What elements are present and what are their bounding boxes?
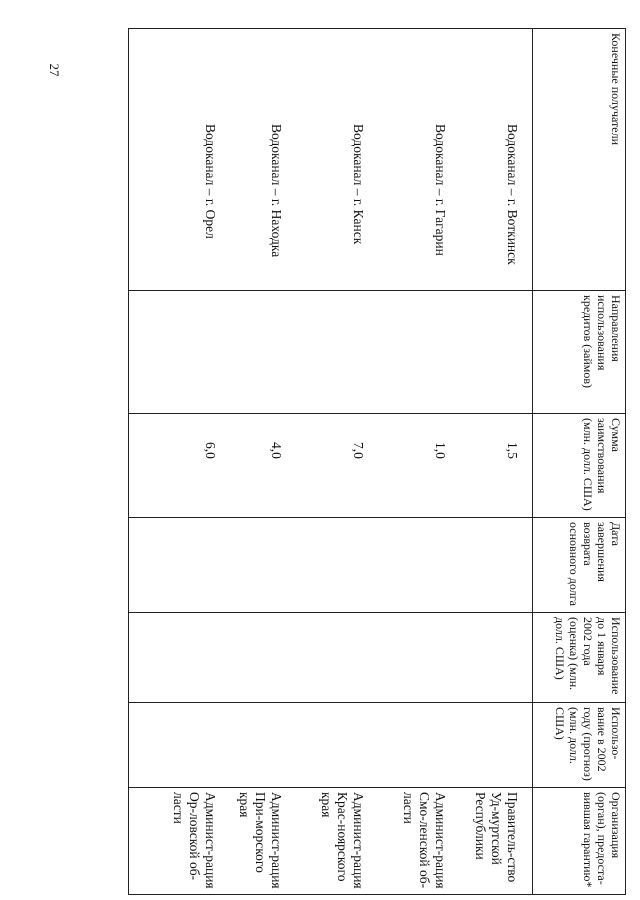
header-repayment-date: Дата завершения возврата основного долга — [533, 518, 626, 613]
date-cell — [221, 518, 287, 613]
amount-cell: 4,0 — [221, 414, 287, 518]
page-number: 27 — [47, 63, 62, 77]
recipient-cell: Водоканал – г. Канск — [287, 29, 369, 291]
direction-cell — [451, 291, 533, 414]
date-cell — [451, 518, 533, 613]
direction-cell — [221, 291, 287, 414]
loans-table — [128, 28, 626, 895]
use-before-cell — [221, 613, 287, 703]
table-row — [129, 29, 221, 895]
header-amount: Сумма заимствования (млн. долл. США) — [533, 414, 626, 518]
recipient-cell: Водоканал – г. Находка — [221, 29, 287, 291]
recipient-cell: Водоканал – г. Гагарин — [369, 29, 451, 291]
header-recipients: Конечные получатели — [533, 29, 626, 291]
header-guarantor: Организация (орган), предоста-вившая гарантию* — [533, 788, 626, 895]
header-directions: Направления использования кредитов (займов) — [533, 291, 626, 414]
date-cell — [129, 518, 221, 613]
header-use-2002: Использо-вание в 2002 году (прогноз) (млн. долл. США) — [533, 703, 626, 788]
amount-cell: 1,0 — [369, 414, 451, 518]
table-row — [221, 29, 287, 895]
use-2002-cell — [369, 703, 451, 788]
direction-cell — [369, 291, 451, 414]
amount-cell: 7,0 — [287, 414, 369, 518]
use-2002-cell — [221, 703, 287, 788]
direction-cell — [287, 291, 369, 414]
guarantor-cell: Правитель-ство Уд-муртской Республики — [451, 788, 533, 895]
amount-cell: 6,0 — [129, 414, 221, 518]
use-2002-cell — [451, 703, 533, 788]
table-row — [369, 29, 451, 895]
guarantor-cell: Админист-рация Крас-ноярского края — [287, 788, 369, 895]
amount-cell: 1,5 — [451, 414, 533, 518]
recipient-cell: Водоканал – г. Орел — [129, 29, 221, 291]
guarantor-cell: Админист-рация Ор-ловской об-ласти — [129, 788, 221, 895]
table-row — [451, 29, 533, 895]
use-before-cell — [129, 613, 221, 703]
header-use-before-2002: Использование до 1 января 2002 года (оценка) (млн. долл. США) — [533, 613, 626, 703]
use-before-cell — [451, 613, 533, 703]
guarantor-cell: Админист-рация При-морского края — [221, 788, 287, 895]
date-cell — [369, 518, 451, 613]
table-header-row — [533, 29, 626, 895]
direction-cell — [129, 291, 221, 414]
rotated-page — [46, 28, 626, 894]
use-2002-cell — [129, 703, 221, 788]
date-cell — [287, 518, 369, 613]
table-row — [287, 29, 369, 895]
use-2002-cell — [287, 703, 369, 788]
recipient-cell: Водоканал – г. Воткинск — [451, 29, 533, 291]
use-before-cell — [287, 613, 369, 703]
guarantor-cell: Админист-рация Смо-ленской об-ласти — [369, 788, 451, 895]
use-before-cell — [369, 613, 451, 703]
